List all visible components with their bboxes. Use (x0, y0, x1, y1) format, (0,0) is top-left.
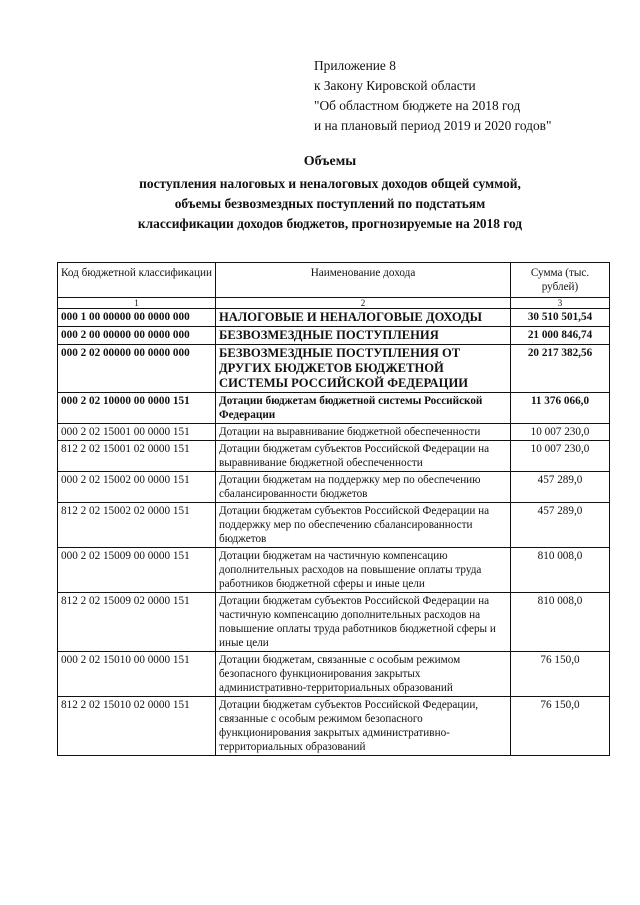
table-row (58, 393, 610, 424)
column-number: 1 (58, 298, 216, 309)
column-number: 2 (216, 298, 511, 309)
row-code: 000 2 02 15009 00 0000 151 (58, 548, 216, 593)
row-code: 000 2 02 15001 00 0000 151 (58, 424, 216, 441)
appendix-number: Приложение 8 (314, 58, 396, 73)
document-subtitle-line-2: объемы безвозмездных поступлений по подстатьям (174, 196, 486, 211)
appendix-law-period: и на плановый период 2019 и 2020 годов" (314, 118, 552, 133)
row-name: НАЛОГОВЫЕ И НЕНАЛОГОВЫЕ ДОХОДЫ (216, 309, 511, 327)
document-subtitle-line-3: классификации доходов бюджетов, прогнозируемые на 2018 год (137, 216, 523, 231)
revenue-table (57, 262, 610, 756)
row-code: 000 2 02 15010 00 0000 151 (58, 652, 216, 697)
row-code: 000 2 00 00000 00 0000 000 (58, 327, 216, 345)
appendix-law: к Закону Кировской области (314, 78, 476, 93)
row-name: Дотации бюджетам субъектов Российской Федерации на частичную компенсацию дополнительных расходов на повышение оплаты труда работников бюджетной сферы и иные цели (216, 593, 511, 652)
header-code: Код бюджетной классификации (58, 263, 216, 298)
row-name: Дотации на выравнивание бюджетной обеспеченности (216, 424, 511, 441)
table-row (58, 345, 610, 393)
row-amount: 76 150,0 (511, 697, 610, 756)
row-amount: 30 510 501,54 (511, 309, 610, 327)
header-amount: Сумма (тыс. рублей) (511, 263, 610, 298)
table-header-row (58, 263, 610, 298)
row-amount: 20 217 382,56 (511, 345, 610, 393)
document-heading (40, 152, 620, 234)
row-name: БЕЗВОЗМЕЗДНЫЕ ПОСТУПЛЕНИЯ ОТ ДРУГИХ БЮДЖЕТОВ БЮДЖЕТНОЙ СИСТЕМЫ РОССИЙСКОЙ ФЕДЕРАЦИИ (216, 345, 511, 393)
appendix-law-title: "Об областном бюджете на 2018 год (314, 98, 521, 113)
row-amount: 457 289,0 (511, 503, 610, 548)
row-amount: 11 376 066,0 (511, 393, 610, 424)
row-name: Дотации бюджетам на частичную компенсацию дополнительных расходов на повышение оплаты труда работников бюджетной сферы и иные цели (216, 548, 511, 593)
row-name: Дотации бюджетам субъектов Российской Федерации на поддержку мер по обеспечению сбалансированности бюджетов (216, 503, 511, 548)
row-amount: 21 000 846,74 (511, 327, 610, 345)
row-code: 812 2 02 15002 02 0000 151 (58, 503, 216, 548)
row-name: Дотации бюджетам бюджетной системы Российской Федерации (216, 393, 511, 424)
row-name: Дотации бюджетам, связанные с особым режимом безопасного функционирования закрытых административно-территориальных образований (216, 652, 511, 697)
table-row (58, 327, 610, 345)
column-number: 3 (511, 298, 610, 309)
row-name: Дотации бюджетам субъектов Российской Федерации на выравнивание бюджетной обеспеченности (216, 441, 511, 472)
row-code: 812 2 02 15010 02 0000 151 (58, 697, 216, 756)
table-row (58, 424, 610, 441)
table-row (58, 593, 610, 652)
row-name: Дотации бюджетам субъектов Российской Федерации, связанные с особым режимом безопасного функционирования закрытых административно-территориальных образований (216, 697, 511, 756)
table-row (58, 697, 610, 756)
row-name: Дотации бюджетам на поддержку мер по обеспечению сбалансированности бюджетов (216, 472, 511, 503)
header-name: Наименование дохода (216, 263, 511, 298)
row-amount: 457 289,0 (511, 472, 610, 503)
row-code: 812 2 02 15001 02 0000 151 (58, 441, 216, 472)
table-row (58, 441, 610, 472)
row-amount: 76 150,0 (511, 652, 610, 697)
table-row (58, 652, 610, 697)
row-code: 000 2 02 15002 00 0000 151 (58, 472, 216, 503)
column-number-row (58, 298, 610, 309)
row-code: 000 1 00 00000 00 0000 000 (58, 309, 216, 327)
table-row (58, 503, 610, 548)
row-name: БЕЗВОЗМЕЗДНЫЕ ПОСТУПЛЕНИЯ (216, 327, 511, 345)
document-subtitle-line-1: поступления налоговых и неналоговых доходов общей суммой, (139, 176, 521, 191)
document-title: Объемы (303, 154, 357, 169)
row-amount: 10 007 230,0 (511, 424, 610, 441)
table-row (58, 472, 610, 503)
table-row (58, 548, 610, 593)
row-code: 812 2 02 15009 02 0000 151 (58, 593, 216, 652)
table-row (58, 309, 610, 327)
row-amount: 10 007 230,0 (511, 441, 610, 472)
appendix-block (314, 56, 551, 136)
row-amount: 810 008,0 (511, 593, 610, 652)
row-code: 000 2 02 00000 00 0000 000 (58, 345, 216, 393)
row-amount: 810 008,0 (511, 548, 610, 593)
row-code: 000 2 02 10000 00 0000 151 (58, 393, 216, 424)
